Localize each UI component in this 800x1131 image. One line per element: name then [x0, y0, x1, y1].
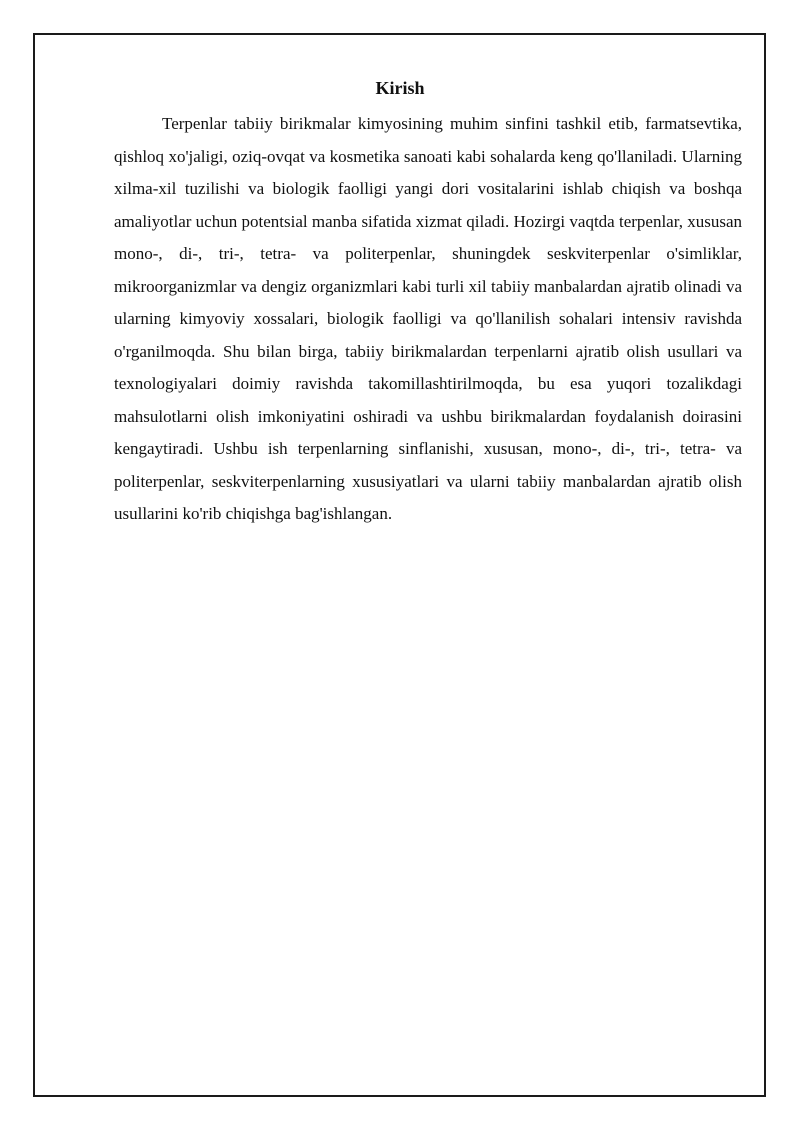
body-paragraph: Terpenlar tabiiy birikmalar kimyosining muhim sinfini tashkil etib, farmatsevtika, qishloq xo'jaligi, oziq-ovqat va kosmetika sanoati kabi sohalarda keng qo'llaniladi. Ularning xilma-xil tuzilishi va biologik faolligi yangi dori vositalarini ishlab chiqish va boshqa amaliyotlar uchun potentsial manba sifatida xizmat qiladi. Hozirgi vaqtda terpenlar, xususan mono-, di-, tri-, tetra- va politerpenlar, shuningdek seskviterpenlar o'simliklar, mikroorganizmlar va dengiz organizmlari kabi turli xil tabiiy manbalardan ajratib olinadi va ularning kimyoviy xossalari, biologik faolligi va qo'llanilish sohalari intensiv ravishda o'rganilmoqda. Shu bilan birga, tabiiy birikmalardan terpenlarni ajratib olish usullari va texnologiyalari doimiy ravishda takomillashtirilmoqda, bu esa yuqori tozalikdagi mahsulotlarni olish imkoniyatini oshiradi va ushbu birikmalardan foydalanish doirasini kengaytiradi. Ushbu ish terpenlarning sinflanishi, xususan, mono-, di-, tri-, tetra- va politerpenlar, seskviterpenlarning xususiyatlari va ularni tabiiy manbalardan ajratib olish usullarini ko'rib chiqishga bag'ishlangan. [114, 114, 742, 523]
page-title: Kirish [375, 78, 425, 98]
